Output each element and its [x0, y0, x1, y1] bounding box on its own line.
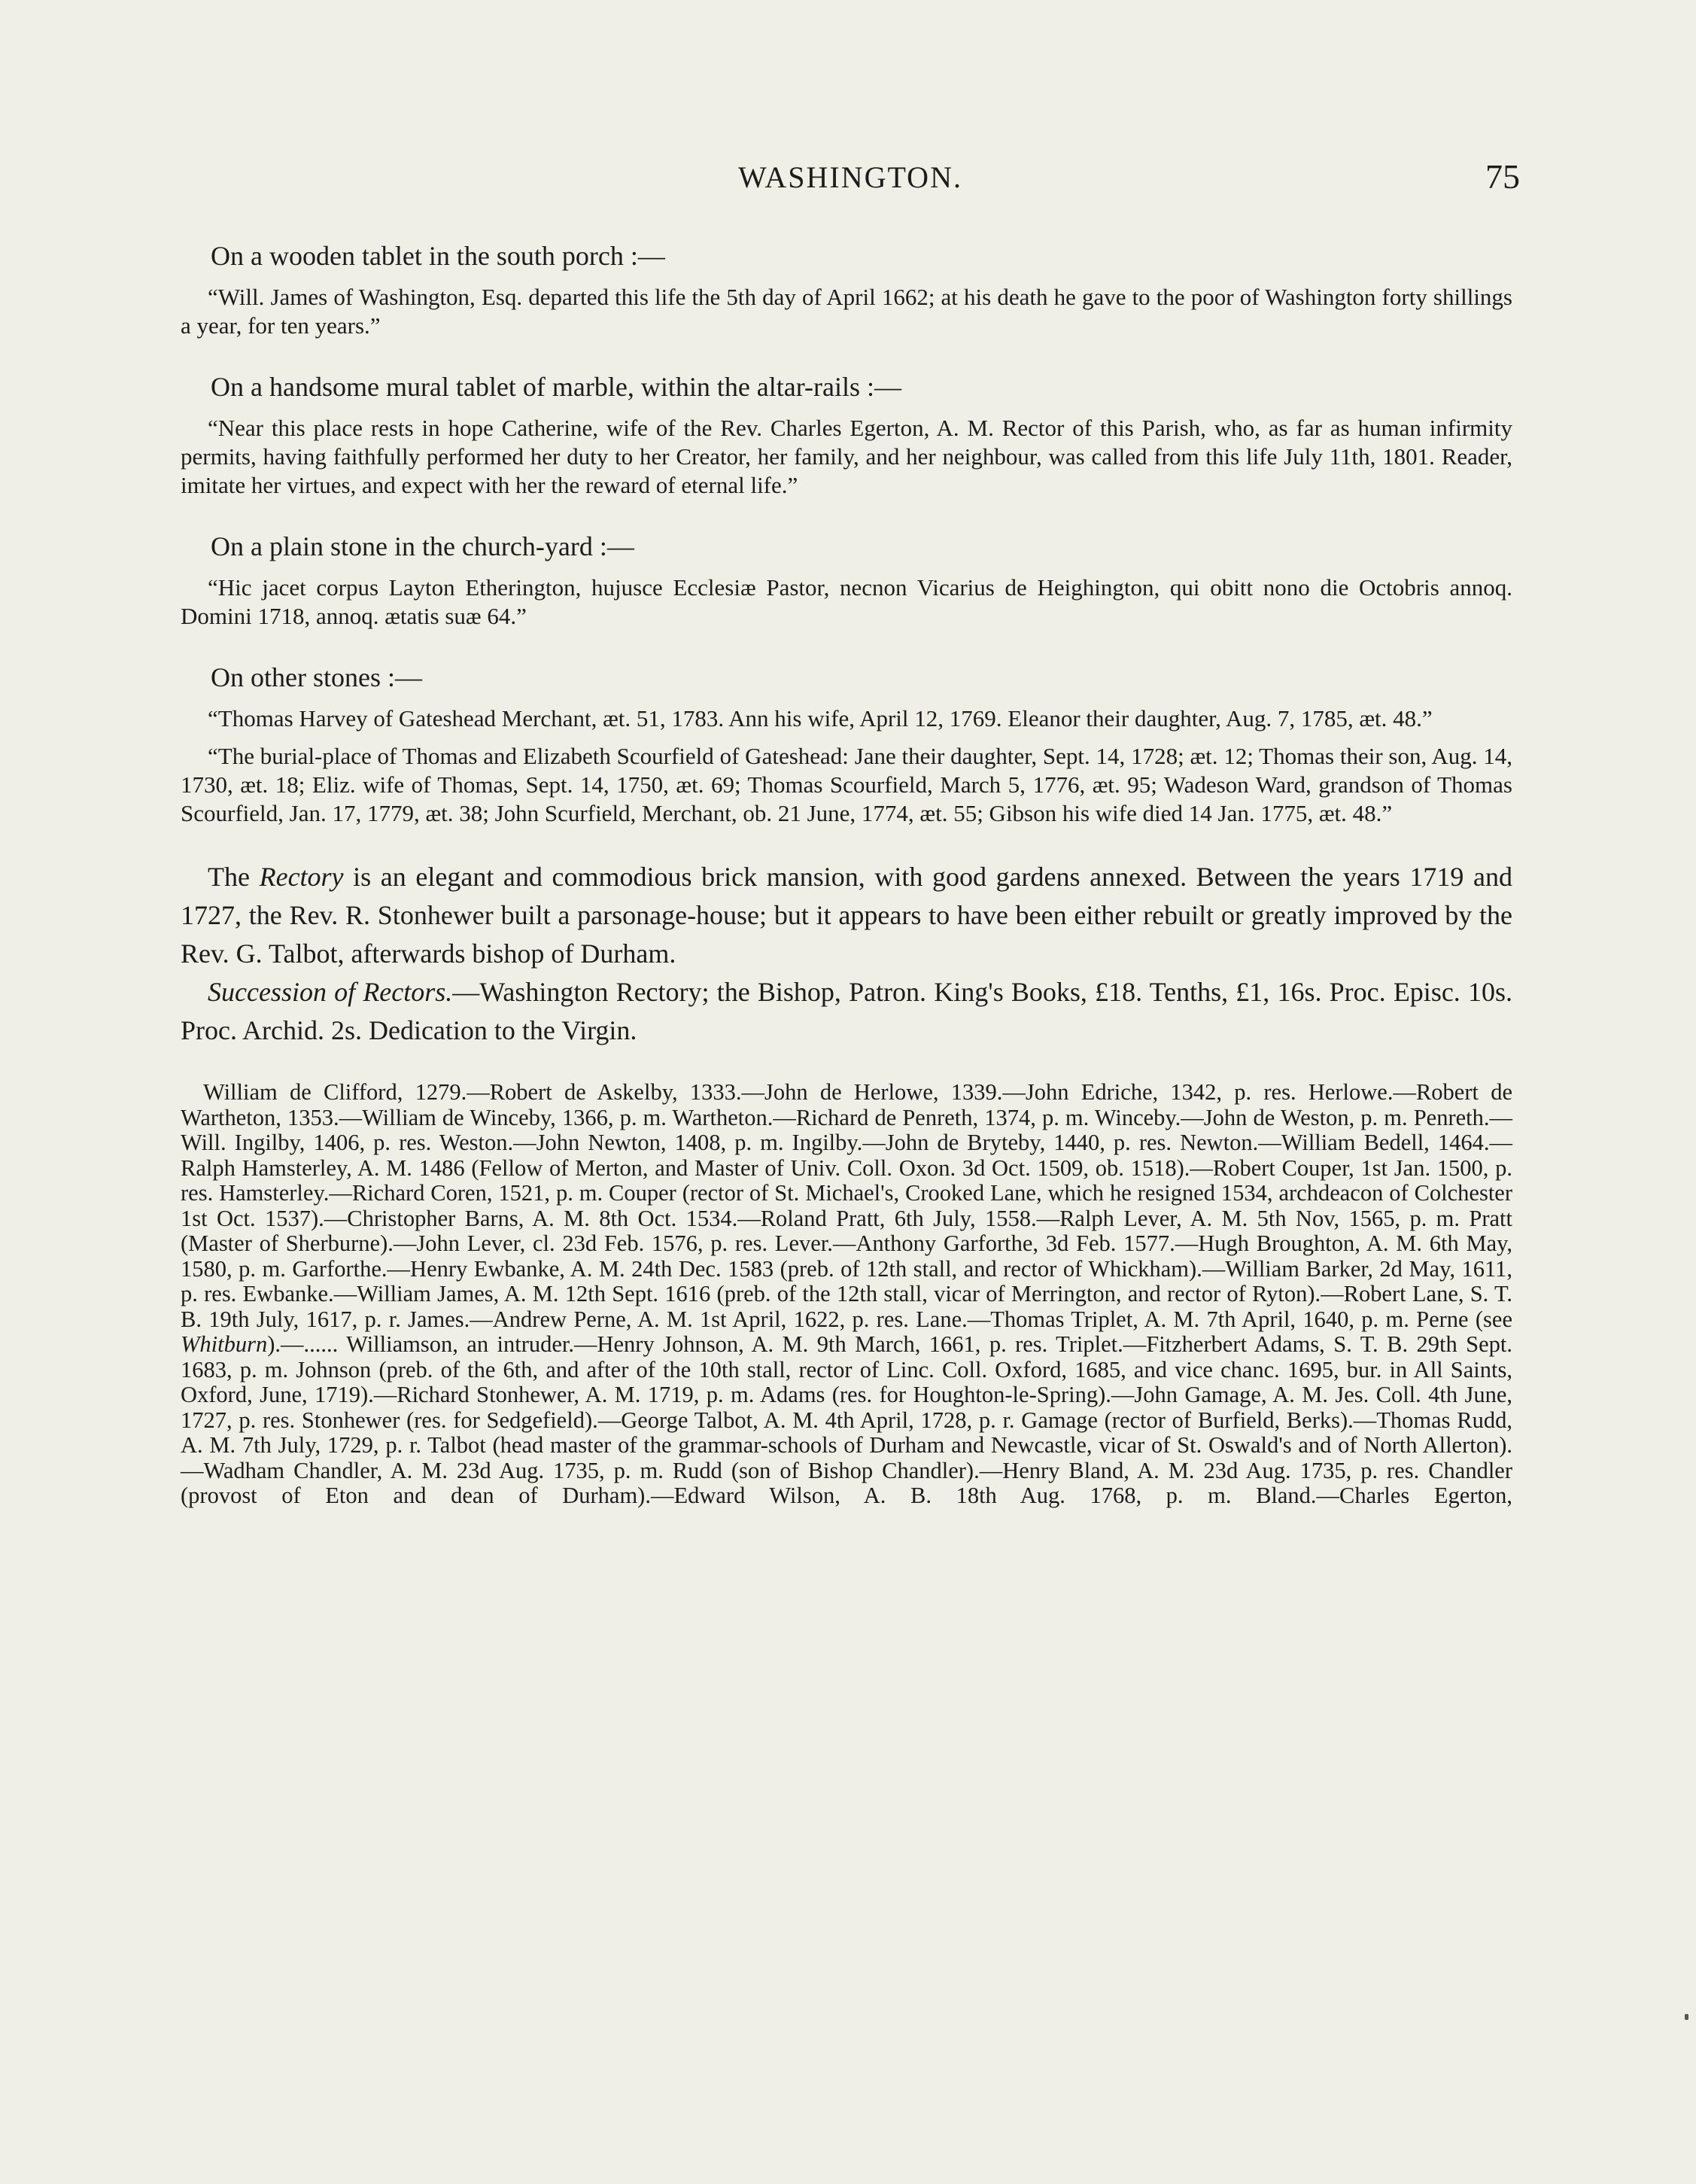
rectory-lead: The: [208, 862, 250, 892]
rectors-list: [181, 1080, 1512, 1509]
rectory-text: is an elegant and commodious brick mansion, with good gardens annexed. Between the years 1719 and 1727, the Rev. R. Stonhewer built a parsonage-house; but it appears to have been either rebuilt or greatly improved by the Rev. G. Talbot, afterwards bishop of Durham.: [181, 862, 1513, 969]
rectors-list-italic-ref: Whitburn: [181, 1331, 268, 1357]
rectory-emphasis: Rectory: [259, 862, 344, 892]
inscription-intro: On a handsome mural tablet of marble, within the altar-rails :—: [211, 372, 901, 402]
succession-paragraph: [181, 973, 1512, 1050]
page-number: 75: [1485, 157, 1520, 196]
rectory-paragraph: [181, 858, 1512, 973]
running-head: WASHINGTON.: [738, 160, 962, 194]
inscription-intro: On a plain stone in the church-yard :—: [211, 531, 634, 561]
rectors-list-text-cont: ).—...... Williamson, an intruder.—Henry Johnson, A. M. 9th March, 1661, p. res. Triplet.—Fitzherbert Adams, S. T. B. 29th Sept. 1683, p. m. Johnson (preb. of the 6th, and after of the 10th stall, rector of Linc. Coll. Oxford, 1685, and vice chanc. 1695, bur. in All Saints, Oxford, June, 1719).—Richard Stonhewer, A. M. 1719, p. m. Adams (res. for Houghton-le-Spring).—John Gamage, A. M. Jes. Coll. 4th June, 1727, p. res. Stonhewer (res. for Sedgefield).—George Talbot, A. M. 4th April, 1728, p. r. Gamage (rector of Burfield, Berks).—Thomas Rudd, A. M. 7th July, 1729, p. r. Talbot (head master of the grammar-schools of Durham and Newcastle, vicar of St. Oswald's and of North Allerton).—Wadham Chandler, A. M. 23d Aug. 1735, p. m. Rudd (son of Bishop Chandler).—Henry Bland, A. M. 23d Aug. 1735, p. res. Chandler (provost of Eton and dean of Durham).—Edward Wilson, A. B. 18th Aug. 1768, p. m. Bland.—Charles Egerton,: [181, 1331, 1512, 1508]
inscription-quote: “Thomas Harvey of Gateshead Merchant, æt. 51, 1783. Ann his wife, April 12, 1769. Eleanor their daughter, Aug. 7, 1785, æt. 48.”: [208, 705, 1433, 732]
inscription-quote: “Near this place rests in hope Catherine, wife of the Rev. Charles Egerton, A. M. Rector of this Parish, who, as far as human infirmity permits, having faithfully performed her duty to her Creator, her family, and her neighbour, was called from this life July 11th, 1801. Reader, imitate her virtues, and expect with her the reward of eternal life.”: [181, 415, 1512, 498]
succession-heading: Succession of Rectors.: [208, 977, 453, 1007]
rectors-list-text: William de Clifford, 1279.—Robert de Askelby, 1333.—John de Herlowe, 1339.—John Edriche, 1342, p. res. Herlowe.—Robert de Wartheton, 1353.—William de Winceby, 1366, p. m. Wartheton.—Richard de Penreth, 1374, p. m. Winceby.—John de Weston, p. m. Penreth.—Will. Ingilby, 1406, p. res. Weston.—John Newton, 1408, p. m. Ingilby.—John de Bryteby, 1440, p. res. Newton.—William Bedell, 1464.—Ralph Hamsterley, A. M. 1486 (Fellow of Merton, and Master of Univ. Coll. Oxon. 3d Oct. 1509, ob. 1518).—Robert Couper, 1st Jan. 1500, p. res. Hamsterley.—Richard Coren, 1521, p. m. Couper (rector of St. Michael's, Crooked Lane, which he resigned 1534, archdeacon of Colchester 1st Oct. 1537).—Christopher Barns, A. M. 8th Oct. 1534.—Roland Pratt, 6th July, 1558.—Ralph Lever, A. M. 5th Nov, 1565, p. m. Pratt (Master of Sherburne).—John Lever, cl. 23d Feb. 1576, p. res. Lever.—Anthony Garforthe, 3d Feb. 1577.—Hugh Broughton, A. M. 6th May, 1580, p. m. Garforthe.—Henry Ewbanke, A. M. 24th Dec. 1583 (preb. of 12th stall, and rector of Whickham).—William Barker, 2d May, 1611, p. res. Ewbanke.—William James, A. M. 12th Sept. 1616 (preb. of the 12th stall, vicar of Merrington, and rector of Ryton).—Robert Lane, S. T. B. 19th July, 1617, p. r. James.—Andrew Perne, A. M. 1st April, 1622, p. res. Lane.—Thomas Triplet, A. M. 7th April, 1640, p. m. Perne (see: [181, 1079, 1512, 1332]
page-body: [181, 239, 1512, 1509]
page-speck: [1685, 2014, 1688, 2020]
inscription-quote: “Will. James of Washington, Esq. departed this life the 5th day of April 1662; at his death he gave to the poor of Washington forty shillings a year, for ten years.”: [181, 284, 1512, 339]
inscription-quote: “The burial-place of Thomas and Elizabeth Scourfield of Gateshead: Jane their daughter, Sept. 14, 1728; æt. 12; Thomas their son, Aug. 14, 1730, æt. 18; Eliz. wife of Thomas, Sept. 14, 1750, æt. 69; Thomas Scourfield, March 5, 1776, æt. 95; Wadeson Ward, grandson of Thomas Scourfield, Jan. 17, 1779, æt. 38; John Scurfield, Merchant, ob. 21 June, 1774, æt. 55; Gibson his wife died 14 Jan. 1775, æt. 48.”: [181, 743, 1512, 826]
inscription-intro: On other stones :—: [211, 662, 422, 692]
inscription-intro: On a wooden tablet in the south porch :—: [211, 241, 665, 271]
page-header: [181, 157, 1520, 202]
inscription-quote: “Hic jacet corpus Layton Etherington, hujusce Ecclesiæ Pastor, necnon Vicarius de Heighington, qui obitt nono die Octobris annoq. Domini 1718, annoq. ætatis suæ 64.”: [181, 574, 1512, 629]
succession-text: —Washington Rectory; the Bishop, Patron. King's Books, £18. Tenths, £1, 16s. Proc. Episc. 10s. Proc. Archid. 2s. Dedication to the Virgin.: [181, 977, 1512, 1045]
